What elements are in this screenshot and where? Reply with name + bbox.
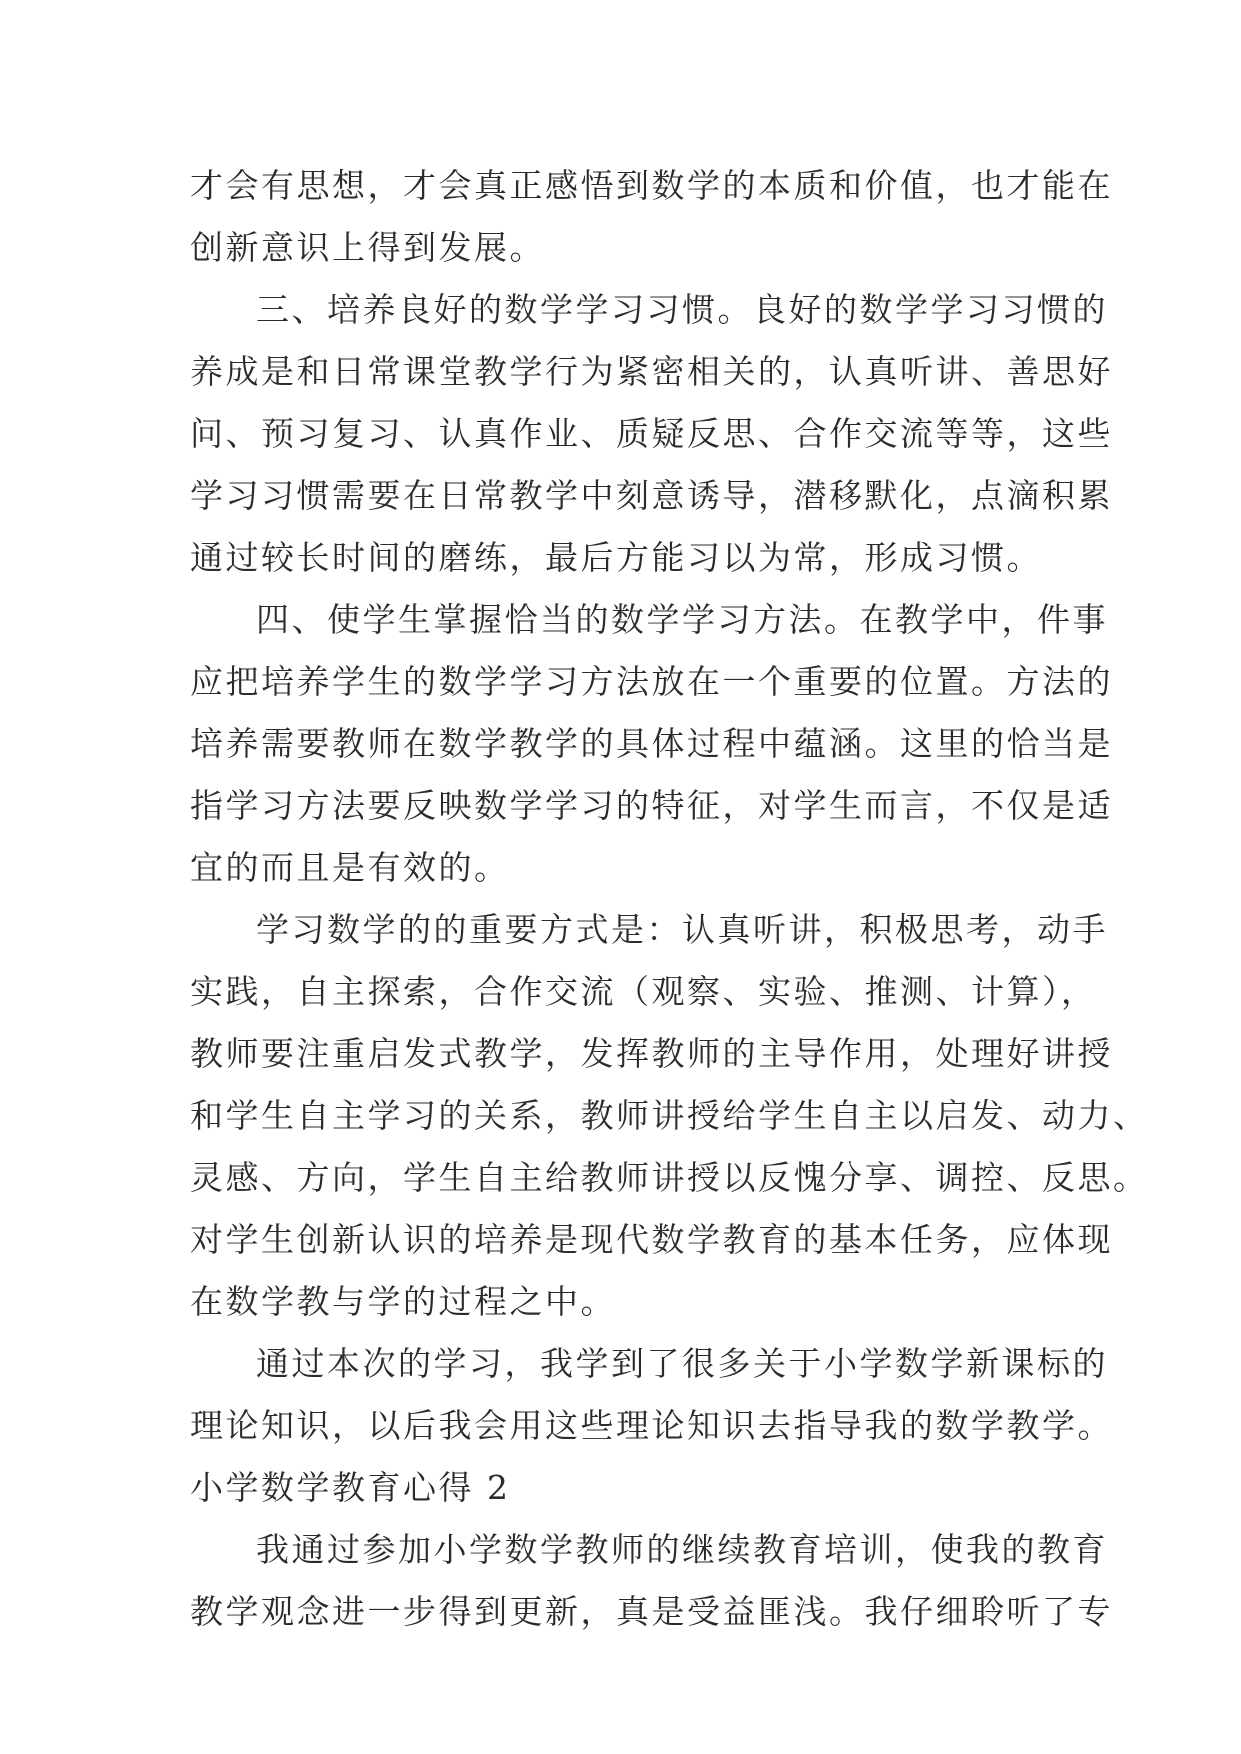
text-line: 通过较长时间的磨练，最后方能习以为常，形成习惯。 — [190, 538, 1042, 577]
text-line: 教师要注重启发式教学，发挥教师的主导作用，处理好讲授 — [190, 1034, 1113, 1073]
text-line: 创新意识上得到发展。 — [190, 228, 545, 267]
text-line: 才会有思想，才会真正感悟到数学的本质和价值，也才能在 — [190, 166, 1113, 205]
text-line: 指学习方法要反映数学学习的特征，对学生而言，不仅是适 — [190, 786, 1113, 825]
paragraph-start-line: 三、培养良好的数学学习习惯。良好的数学学习习惯的 — [256, 290, 1108, 329]
text-line: 灵感、方向，学生自主给教师讲授以反愧分享、调控、反思。 — [190, 1158, 1149, 1197]
text-line: 在数学教与学的过程之中。 — [190, 1282, 616, 1321]
text-line: 实践，自主探索，合作交流（观察、实验、推测、计算）， — [190, 972, 1097, 1011]
text-line: 应把培养学生的数学学习方法放在一个重要的位置。方法的 — [190, 662, 1113, 701]
text-line: 养成是和日常课堂教学行为紧密相关的，认真听讲、善思好 — [190, 352, 1113, 391]
text-line: 和学生自主学习的关系，教师讲授给学生自主以启发、动力、 — [190, 1096, 1149, 1135]
text-line: 培养需要教师在数学教学的具体过程中蕴涵。这里的恰当是 — [190, 724, 1113, 763]
document-page — [190, 155, 1149, 1643]
text-line: 宜的而且是有效的。 — [190, 848, 510, 887]
text-line: 学习习惯需要在日常教学中刻意诱导，潜移默化，点滴积累 — [190, 476, 1113, 515]
paragraph-start-line: 学习数学的的重要方式是：认真听讲，积极思考，动手 — [256, 910, 1108, 949]
paragraph-start-line: 四、使学生掌握恰当的数学学习方法。在教学中，件事 — [256, 600, 1108, 639]
text-line: 对学生创新认识的培养是现代数学教育的基本任务，应体现 — [190, 1220, 1113, 1259]
section-heading: 小学数学教育心得 2 — [190, 1468, 511, 1507]
text-line: 理论知识，以后我会用这些理论知识去指导我的数学教学。 — [190, 1406, 1113, 1445]
text-line: 问、预习复习、认真作业、质疑反思、合作交流等等，这些 — [190, 414, 1113, 453]
paragraph-start-line: 我通过参加小学数学教师的继续教育培训，使我的教育 — [256, 1530, 1108, 1569]
text-line: 教学观念进一步得到更新，真是受益匪浅。我仔细聆听了专 — [190, 1592, 1113, 1631]
paragraph-start-line: 通过本次的学习，我学到了很多关于小学数学新课标的 — [256, 1344, 1108, 1383]
